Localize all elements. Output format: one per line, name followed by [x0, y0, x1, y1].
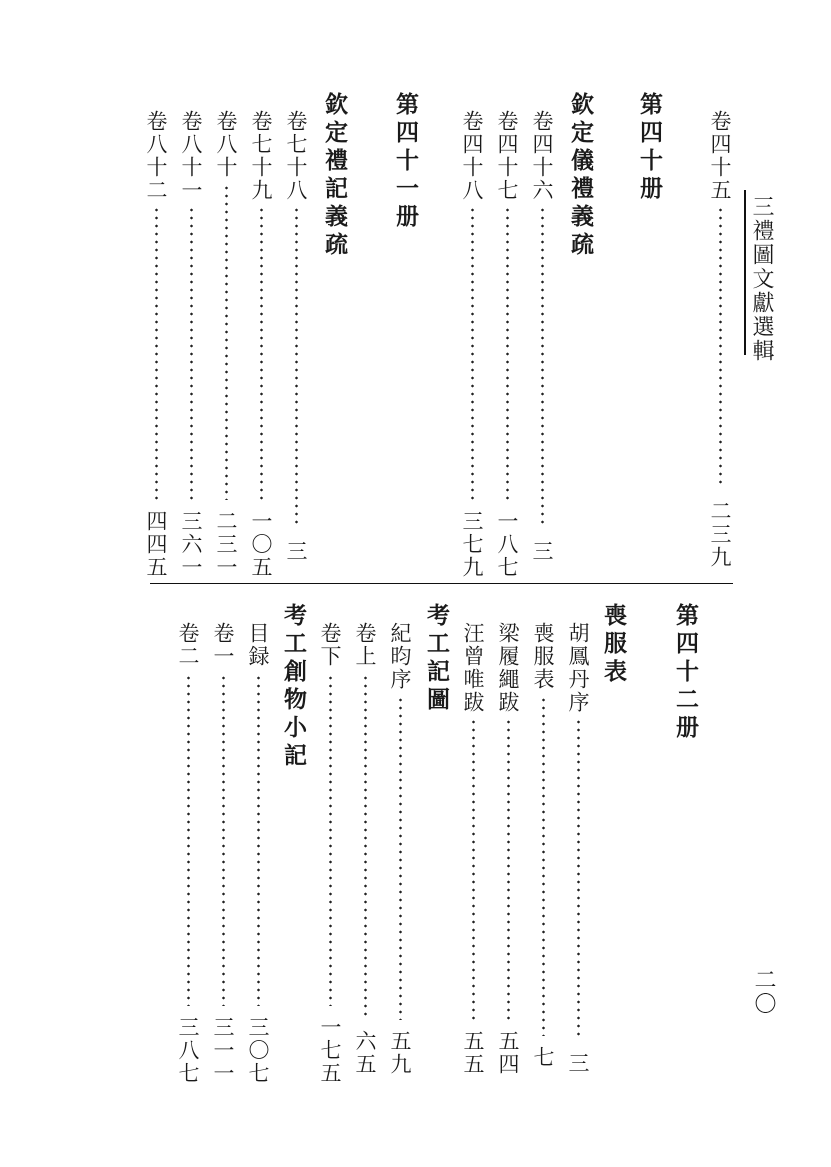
entry-page: 一七五 — [318, 1016, 342, 1085]
work-heading: 喪服表 — [600, 603, 626, 687]
entry-page: 二三一 — [214, 510, 238, 579]
entry-page: 三七九 — [460, 510, 484, 579]
dot-leader — [507, 718, 510, 1020]
work-heading: 考工記圖 — [423, 603, 449, 715]
dot-leader — [471, 206, 474, 500]
dot-leader — [187, 674, 190, 1006]
entry-label: 卷四十六 — [530, 110, 554, 202]
dot-leader — [257, 674, 260, 1006]
entry-page: 三六一 — [179, 510, 203, 579]
toc-entry — [493, 622, 523, 1082]
entry-label: 梁履繩跋 — [496, 622, 520, 714]
dot-leader — [190, 206, 193, 500]
entry-label: 卷上 — [353, 622, 377, 668]
entry-label: 目録 — [246, 622, 270, 668]
entry-label: 卷四十七 — [495, 110, 519, 202]
toc-entry — [281, 110, 311, 575]
toc-entry — [458, 622, 488, 1082]
dot-leader — [329, 674, 332, 1006]
toc-entry — [243, 622, 273, 1085]
toc-entry — [211, 110, 241, 579]
volume-heading: 第四十册 — [636, 92, 662, 204]
entry-page: 三八七 — [176, 1016, 200, 1085]
entry-page: 三 — [284, 540, 308, 563]
entry-label: 紀昀序 — [388, 622, 412, 691]
entry-label: 卷下 — [318, 622, 342, 668]
entry-page: 七 — [531, 1046, 555, 1069]
toc-entry — [173, 622, 203, 1085]
entry-label: 卷四十八 — [460, 110, 484, 202]
entry-page: 三〇七 — [246, 1016, 270, 1085]
dot-leader — [364, 674, 367, 1020]
toc-entry — [315, 622, 345, 1085]
entry-label: 卷二 — [176, 622, 200, 668]
dot-leader — [577, 718, 580, 1036]
dot-leader — [225, 184, 228, 500]
entry-label: 卷七十九 — [249, 110, 273, 202]
entry-label: 卷七十八 — [284, 110, 308, 202]
toc-entry — [705, 110, 735, 575]
volume-heading: 第四十一册 — [392, 92, 418, 232]
toc-entry — [246, 110, 276, 579]
dot-leader — [506, 206, 509, 500]
entry-label: 胡鳳丹序 — [566, 622, 590, 714]
entry-label: 喪服表 — [531, 622, 555, 691]
work-heading: 欽定儀禮義疏 — [567, 92, 593, 260]
dot-leader — [222, 674, 225, 1006]
dot-leader — [399, 696, 402, 1020]
dot-leader — [541, 206, 544, 524]
entry-label: 卷八十二 — [144, 110, 168, 202]
entry-page: 三 — [566, 1052, 590, 1075]
toc-entry — [350, 622, 380, 1082]
running-title: 三禮圖文獻選輯 — [749, 195, 774, 363]
work-heading: 考工創物小記 — [280, 603, 306, 771]
section-divider — [150, 583, 733, 584]
entry-page: 二三九 — [708, 500, 732, 569]
dot-leader — [155, 206, 158, 500]
entry-page: 五五 — [461, 1030, 485, 1076]
dot-leader — [260, 206, 263, 500]
entry-page: 五四 — [496, 1030, 520, 1076]
running-title-rule — [744, 190, 746, 355]
toc-entry — [141, 110, 171, 579]
toc-entry — [385, 622, 415, 1082]
toc-entry — [527, 110, 557, 575]
entry-label: 卷八十 — [214, 110, 238, 179]
entry-page: 三 — [530, 540, 554, 563]
dot-leader — [472, 718, 475, 1020]
entry-label: 卷八十一 — [179, 110, 203, 202]
entry-label: 卷一 — [211, 622, 235, 668]
entry-page: 一八七 — [495, 510, 519, 579]
toc-entry — [528, 622, 558, 1082]
dot-leader — [542, 696, 545, 1036]
work-heading: 欽定禮記義疏 — [321, 92, 347, 260]
toc-entry — [176, 110, 206, 579]
dot-leader — [295, 206, 298, 524]
toc-entry — [208, 622, 238, 1085]
entry-page: 一〇五 — [249, 510, 273, 579]
entry-page: 三一一 — [211, 1016, 235, 1085]
entry-page: 四四五 — [144, 510, 168, 579]
entry-page: 六五 — [353, 1030, 377, 1076]
page-number: 二〇 — [751, 968, 776, 1016]
toc-entry — [492, 110, 522, 579]
toc-entry — [563, 622, 593, 1082]
entry-label: 汪曾唯跋 — [461, 622, 485, 714]
entry-page: 五九 — [388, 1030, 412, 1076]
dot-leader — [719, 206, 722, 488]
volume-heading: 第四十二册 — [672, 603, 698, 743]
entry-label: 卷四十五 — [708, 110, 732, 202]
toc-entry — [457, 110, 487, 579]
